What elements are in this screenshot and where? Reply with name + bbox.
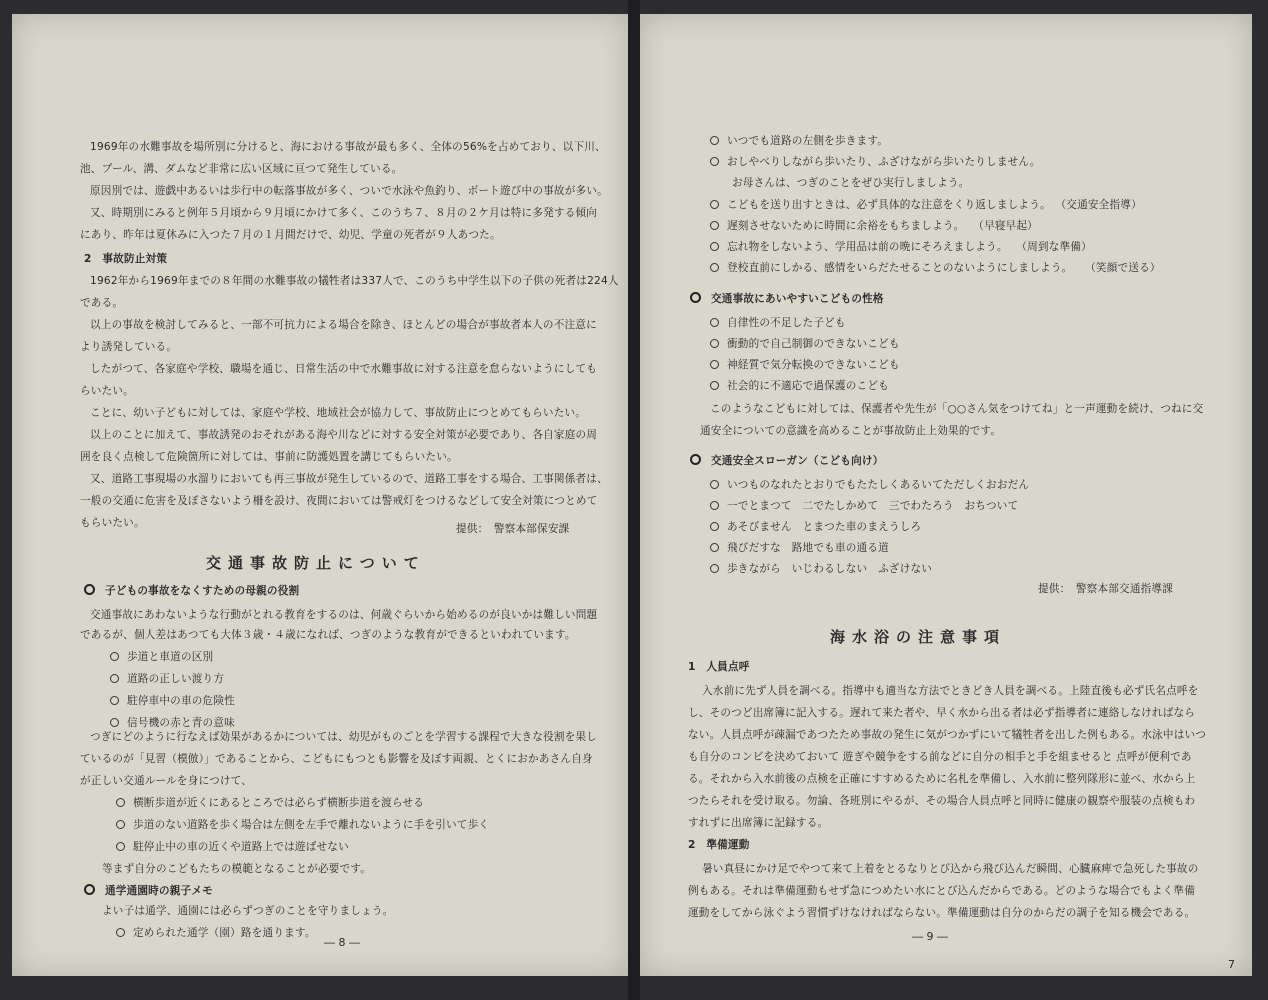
subsection-heading: 子どもの事故をなくすための母親の役割 bbox=[84, 584, 299, 598]
circle-bullet-icon bbox=[710, 522, 719, 531]
circle-bullet-icon bbox=[116, 842, 125, 851]
circle-bullet-icon bbox=[710, 564, 719, 573]
circle-bullet-icon bbox=[710, 543, 719, 552]
slogan-item: いつものなれたとおりでもたたしくあるいてただしくおおだん bbox=[710, 478, 1029, 492]
list-item: 神経質で気分転換のできないこども bbox=[710, 358, 900, 372]
page-9 bbox=[640, 14, 1252, 976]
circle-bullet-icon bbox=[710, 360, 719, 369]
list-item: 遅刻させないために時間に余裕をもちましよう。 （早寝早起） bbox=[710, 219, 1038, 233]
paragraph-line: が正しい交通ルールを身につけて、 bbox=[80, 775, 253, 787]
paragraph-line: 1969年の水難事故を場所別に分けると、海における事故が最も多く、全体の56%を占めており、以下川、 bbox=[90, 141, 606, 153]
credit-line: 提供： 警察本部交通指導課 bbox=[1038, 583, 1174, 595]
circle-bullet-icon bbox=[110, 718, 119, 727]
section-title: 交通事故防止について bbox=[206, 554, 426, 572]
subsection-heading: 通学通園時の親子メモ bbox=[84, 884, 213, 898]
list-item: 横断歩道が近くにあるところでは必らず横断歩道を渡らせる bbox=[116, 796, 424, 810]
list-item: 歩道のない道路を歩く場合は左側を左手で離れないように手を引いて歩く bbox=[116, 818, 489, 832]
circle-bullet-icon bbox=[116, 820, 125, 829]
paragraph-line: にあり、昨年は夏休みに入つた７月の１月間だけで、幼児、学童の死者が９人あつた。 bbox=[80, 229, 501, 241]
book-gutter bbox=[628, 0, 640, 1000]
circle-bullet-icon bbox=[84, 584, 95, 595]
page-number: ― 8 ― bbox=[324, 936, 360, 949]
paragraph-line: である。 bbox=[80, 297, 124, 309]
circle-bullet-icon bbox=[110, 652, 119, 661]
list-item: 忘れ物をしないよう、学用品は前の晩にそろえましよう。 （周到な準備） bbox=[710, 240, 1092, 254]
circle-bullet-icon bbox=[710, 339, 719, 348]
paragraph-line: よい子は通学、通園には必らずつぎのことを守りましょう。 bbox=[102, 905, 394, 917]
list-item: 衝動的で自己制御のできないこども bbox=[710, 337, 900, 351]
circle-bullet-icon bbox=[710, 157, 719, 166]
slogan-item: 歩きながら いじわるしない ふざけない bbox=[710, 562, 932, 576]
paragraph-line: 運動をしてから泳ぐよう習慣ずけなければならない。準備運動は自分のからだの調子を知る機会である。 bbox=[688, 907, 1196, 919]
paragraph-line: 入水前に先ず人員を調べる。指導中も適当な方法でときどき人員を調べる。上陸直後も必ず氏名点呼を bbox=[702, 685, 1199, 697]
circle-bullet-icon bbox=[710, 501, 719, 510]
page-number: ― 9 ― bbox=[912, 930, 948, 943]
paragraph-line: 等まず自分のこどもたちの模範となることが必要です。 bbox=[102, 863, 371, 875]
paragraph-line: 原因別では、遊戯中あるいは歩行中の転落事故が多く、ついで水泳や魚釣り、ボート遊び中の事故が多い。 bbox=[90, 185, 608, 197]
section-heading: 1 人員点呼 bbox=[688, 661, 750, 673]
paragraph-line: お母さんは、つぎのことをぜひ実行しましよう。 bbox=[732, 177, 970, 189]
credit-line: 提供： 警察本部保安課 bbox=[456, 523, 570, 535]
paragraph-line: ない。人員点呼が疎漏であつたため事故の発生に気がつかずにいて犠牲者を出した例もある。水泳中はいつ bbox=[688, 729, 1207, 741]
subsection-heading: 交通事故にあいやすいこどもの性格 bbox=[690, 292, 884, 306]
slogan-item: あそびません とまつた車のまえうしろ bbox=[710, 520, 921, 534]
paragraph-line: し、そのつど出席簿に記入する。遅れて来た者や、早く水から出る者は必ず指導者に連絡しなければなら bbox=[688, 707, 1196, 719]
circle-bullet-icon bbox=[84, 884, 95, 895]
paragraph-line: であるが、個人差はあつても大体３歳・４歳になれば、つぎのような教育ができるといわれています。 bbox=[80, 629, 576, 641]
section-title: 海水浴の注意事項 bbox=[830, 628, 1007, 646]
circle-bullet-icon bbox=[710, 263, 719, 272]
circle-bullet-icon bbox=[690, 454, 701, 465]
paragraph-line: 以上のことに加えて、事故誘発のおそれがある海や川などに対する安全対策が必要であり、各自家庭の周 bbox=[90, 429, 598, 441]
paragraph-line: より誘発している。 bbox=[80, 341, 178, 353]
corner-mark: 7 bbox=[1228, 958, 1235, 971]
list-item: いつでも道路の左側を歩きます。 bbox=[710, 134, 888, 148]
paragraph-line: 一般の交通に危害を及ぼさないよう柵を設け、夜間においては警戒灯をつけるなどして安全対策につとめて bbox=[80, 495, 598, 507]
circle-bullet-icon bbox=[710, 480, 719, 489]
paragraph-line: 暑い真昼にかけ足でやつて来て上着をとるなりとび込から飛び込んだ瞬間、心臓麻痺で急死した事故の bbox=[702, 863, 1199, 875]
paragraph-line: 1962年から1969年までの８年間の水難事故の犠牲者は337人で、このうち中学生以下の子供の死者は224人 bbox=[90, 275, 619, 287]
section-heading: 2 準備運動 bbox=[688, 839, 750, 851]
list-item: 登校直前にしかる、感情をいらだたせることのないようにしましよう。 （笑顔で送る） bbox=[710, 261, 1161, 275]
paragraph-line: 例もある。それは準備運動もせず急につめたい水にとび込んだからである。どのような場合でもよく準備 bbox=[688, 885, 1195, 897]
circle-bullet-icon bbox=[710, 381, 719, 390]
paragraph-line: る。それから入水前後の点検を正確にすすめるために名札を準備し、入水前に整列隊形に並べ、水から上 bbox=[688, 773, 1196, 785]
paragraph-line: 以上の事故を検討してみると、一部不可抗力による場合を除き、ほとんどの場合が事故者本人の不注意に bbox=[90, 319, 597, 331]
paragraph-line: も自分のコンビを決めておいて 遊ぎや競争をする前などに自分の相手と手を組ませると 点呼が便利であ bbox=[688, 751, 1192, 763]
page-8 bbox=[12, 14, 628, 976]
list-item: 社会的に不適応で過保護のこども bbox=[710, 379, 889, 393]
list-item: おしやべりしながら歩いたり、ふざけながら歩いたりしません。 bbox=[710, 155, 1041, 169]
paragraph-line: つぎにどのように行なえば効果があるかについては、幼児がものごとを学習する課程で大きな役割を果し bbox=[90, 731, 598, 743]
list-item: 自律性の不足した子ども bbox=[710, 316, 846, 330]
list-item: 歩道と車道の区別 bbox=[110, 650, 213, 664]
paragraph-line: 交通事故にあわないような行動がとれる教育をするのは、何歳ぐらいから始めるのが良いかは難しい問題 bbox=[90, 609, 598, 621]
paragraph-line: らいたい。 bbox=[80, 385, 134, 397]
paragraph-line: 又、道路工事現場の水溜りにおいても再三事故が発生しているので、道路工事をする場合、工事関係者は、 bbox=[90, 473, 608, 485]
paragraph-line: つたらそれを受け取る。勿論、各班別にやるが、その場合人員点呼と同時に健康の観察や服装の点検もわ bbox=[688, 795, 1196, 807]
paragraph-line: ことに、幼い子どもに対しては、家庭や学校、地域社会が協力して、事故防止につとめてもらいたい。 bbox=[90, 407, 587, 419]
list-item: 定められた通学（園）路を通ります。 bbox=[116, 926, 316, 940]
list-item: 信号機の赤と青の意味 bbox=[110, 716, 235, 730]
slogan-item: 一でとまつて 二でたしかめて 三でわたろう おちついて bbox=[710, 499, 1018, 513]
paragraph-line: 通安全についての意識を高めることが事故防止上効果的です。 bbox=[700, 425, 1002, 437]
list-item: 駐停車中の車の危険性 bbox=[110, 694, 235, 708]
circle-bullet-icon bbox=[710, 136, 719, 145]
circle-bullet-icon bbox=[116, 928, 125, 937]
paragraph-line: すれずに出席簿に記録する。 bbox=[688, 817, 829, 829]
paragraph-line: ているのが「見習（模倣）」であることから、こどもにもつとも影響を及ぼす両親、とくにおかあさん自身 bbox=[80, 753, 593, 765]
paragraph-line: 囲を良く点検して危険箇所に対しては、事前に防護処置を講じてもらいたい。 bbox=[80, 451, 458, 463]
subsection-heading: 交通安全スローガン（こども向け） bbox=[690, 454, 884, 468]
circle-bullet-icon bbox=[116, 798, 125, 807]
list-item: 駐停止中の車の近くや道路上では遊ばせない bbox=[116, 840, 349, 854]
circle-bullet-icon bbox=[710, 242, 719, 251]
paragraph-line: したがつて、各家庭や学校、職場を通じ、日常生活の中で水難事故に対する注意を怠らないようにしても bbox=[90, 363, 598, 375]
paragraph-line: 池、プール、溝、ダムなど非常に広い区域に亘つて発生している。 bbox=[80, 163, 403, 175]
circle-bullet-icon bbox=[710, 221, 719, 230]
paragraph-line: このようなこどもに対しては、保護者や先生が「○○さん気をつけてね」と一声運動を続け、つねに交 bbox=[710, 403, 1204, 415]
circle-bullet-icon bbox=[710, 318, 719, 327]
slogan-item: 飛びだすな 路地でも車の通る道 bbox=[710, 541, 889, 555]
list-item: こどもを送り出すときは、必ず具体的な注意をくり返しましよう。 （交通安全指導） bbox=[710, 198, 1142, 212]
paragraph-line: 又、時期別にみると例年５月頃から９月頃にかけて多く、このうち７、８月の２ケ月は特に多発する傾向 bbox=[90, 207, 598, 219]
section-heading: 2 事故防止対策 bbox=[84, 253, 168, 265]
circle-bullet-icon bbox=[690, 292, 701, 303]
circle-bullet-icon bbox=[710, 200, 719, 209]
list-item: 道路の正しい渡り方 bbox=[110, 672, 224, 686]
circle-bullet-icon bbox=[110, 674, 119, 683]
paragraph-line: もらいたい。 bbox=[80, 517, 145, 529]
circle-bullet-icon bbox=[110, 696, 119, 705]
